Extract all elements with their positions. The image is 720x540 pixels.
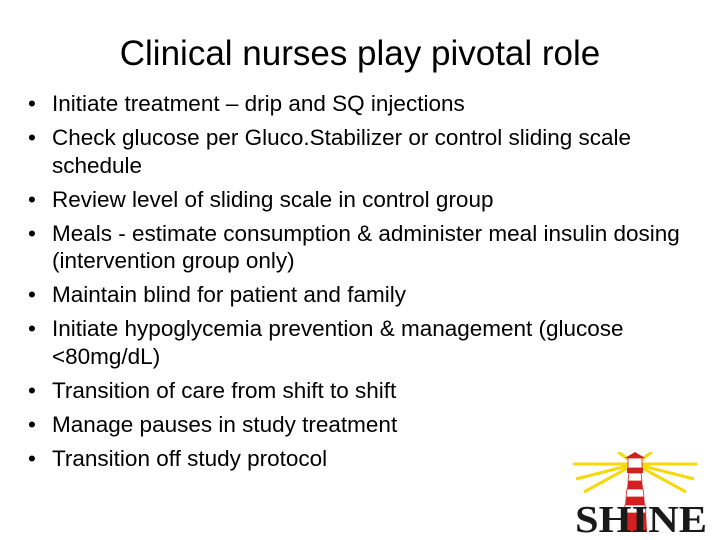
bullet-marker: • xyxy=(28,125,36,150)
bullet-marker: • xyxy=(28,445,36,471)
bullet-marker: • xyxy=(28,377,36,403)
bullet-text: Transition of care from shift to shift xyxy=(52,377,397,403)
bullet-marker: • xyxy=(28,282,36,307)
bullet-text: Manage pauses in study treatment xyxy=(52,411,398,437)
list-item xyxy=(28,281,688,309)
logo-text: SHINE xyxy=(575,499,707,536)
bullet-marker: • xyxy=(28,186,36,212)
bullet-text: Transition off study protocol xyxy=(52,445,328,471)
list-item xyxy=(28,315,688,370)
bullet-text: Review level of sliding scale in control group xyxy=(52,186,494,212)
bullet-marker: • xyxy=(28,411,36,437)
list-item xyxy=(28,124,688,179)
list-item xyxy=(28,220,688,275)
shine-logo xyxy=(568,452,714,536)
slide-title: Clinical nurses play pivotal role xyxy=(119,34,601,73)
bullet-text: Initiate treatment – drip and SQ injections xyxy=(52,91,465,116)
bullet-text: Meals - estimate consumption & administer meal insulin dosing (intervention group only) xyxy=(52,220,680,273)
list-item xyxy=(28,377,688,405)
bullet-text: Initiate hypoglycemia prevention & management (glucose <80mg/dL) xyxy=(52,316,624,369)
list-item xyxy=(28,90,688,118)
bullet-marker: • xyxy=(28,91,36,116)
bullet-text: Check glucose per Gluco.Stabilizer or control sliding scale schedule xyxy=(52,125,632,178)
bullet-marker: • xyxy=(28,220,36,246)
bullet-list xyxy=(28,90,688,479)
bullet-text: Maintain blind for patient and family xyxy=(52,282,406,307)
list-item xyxy=(28,411,688,439)
bullet-marker: • xyxy=(28,316,36,341)
list-item xyxy=(28,186,688,214)
